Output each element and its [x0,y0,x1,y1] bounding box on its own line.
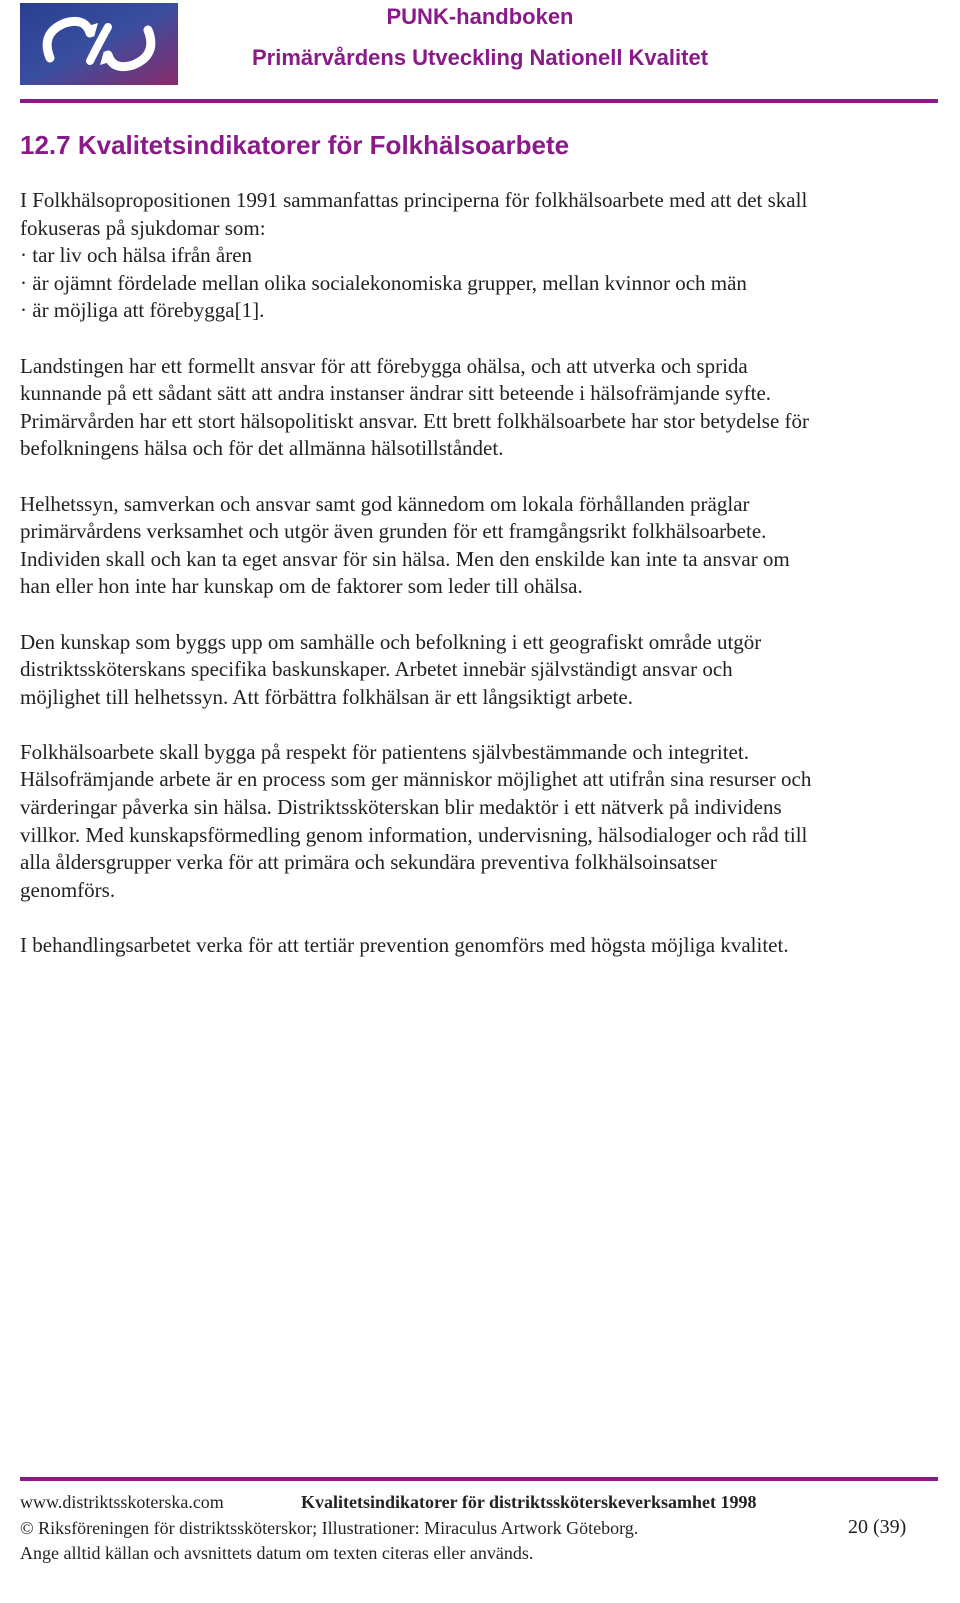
text-line: Primärvården har ett stort hälsopolitiskt ansvar. Ett brett folkhälsoarbete har stor betydelse för [20,408,810,433]
footer-doc-title: Kvalitetsindikatorer för distriktssköterskeverksamhet 1998 [301,1492,757,1512]
text-line: primärvårdens verksamhet och utgör även grunden för ett framgångsrikt folkhälsoarbete. [20,519,767,544]
section-heading: 12.7 Kvalitetsindikatorer för Folkhälsoarbete [20,130,570,160]
text-line: alla åldersgrupper verka för att primära och sekundära preventiva folkhälsoinsatser [20,850,717,875]
text-line: möjlighet till helhetssyn. Att förbättra folkhälsan är ett långsiktigt arbete. [20,684,633,709]
text-line: kunnande på ett sådant sätt att andra instanser ändrar sitt beteende i hälsofrämjande syfte. [20,381,772,406]
text-line: fokuseras på sjukdomar som: [20,215,266,240]
text-line: Hälsofrämjande arbete är en process som ger människor möjlighet att utifrån sina resurser och [20,767,812,792]
paragraph [20,629,930,712]
paragraph [20,491,930,601]
text-line: Landstingen har ett formellt ansvar för att förebygga ohälsa, och att utverka och sprida [20,353,748,378]
text-line: Den kunskap som byggs upp om samhälle och befolkning i ett geografiskt område utgör [20,629,762,654]
footer-notice: Ange alltid källan och avsnittets datum om texten citeras eller används. [20,1543,534,1563]
footer-copyright: © Riksföreningen för distriktssköterskor; Illustrationer: Miraculus Artwork Göteborg. [20,1518,639,1538]
text-line: · är ojämnt fördelade mellan olika socialekonomiska grupper, mellan kvinnor och män [20,270,747,295]
text-line: · tar liv och hälsa ifrån åren [20,243,253,268]
text-line: genomförs. [20,877,116,902]
paragraph [20,353,930,463]
text-line: han eller hon inte har kunskap om de faktorer som leder till ohälsa. [20,574,583,599]
footer-divider [20,1477,938,1481]
document-body [20,187,930,987]
header-subtitle: Primärvårdens Utveckling Nationell Kvalitet [251,45,709,70]
paragraph [20,187,930,325]
text-line: Folkhälsoarbete skall bygga på respekt för patientens självbestämmande och integritet. [20,739,749,764]
text-line: distriktssköterskans specifika baskunskaper. Arbetet innebär självständigt ansvar och [20,657,733,682]
text-line: befolkningens hälsa och för det allmänna hälsotillståndet. [20,436,504,461]
header-divider [20,99,938,103]
text-line: I Folkhälsopropositionen 1991 sammanfattas principerna för folkhälsoarbete med att det skall [20,188,808,212]
paragraph [20,932,930,960]
text-line: värderingar påverka sin hälsa. Distriktssköterskan blir medaktör i ett nätverk på individens [20,795,782,820]
paragraph [20,739,930,905]
page-number: 20 (39) [848,1516,907,1538]
text-line: villkor. Med kunskapsförmedling genom information, undervisning, hälsodialoger och råd till [20,822,808,847]
text-line: Helhetssyn, samverkan och ansvar samt god kännedom om lokala förhållanden präglar [20,491,750,516]
text-line: I behandlingsarbetet verka för att tertiär prevention genomförs med högsta möjliga kvalitet. [20,933,789,958]
footer-website: www.distriktsskoterska.com [20,1492,224,1512]
header-title: PUNK-handboken [386,4,574,29]
text-line: Individen skall och kan ta eget ansvar för sin hälsa. Men den enskilde kan inte ta ansvar om [20,546,790,571]
text-line: · är möjliga att förebygga[1]. [20,298,265,323]
